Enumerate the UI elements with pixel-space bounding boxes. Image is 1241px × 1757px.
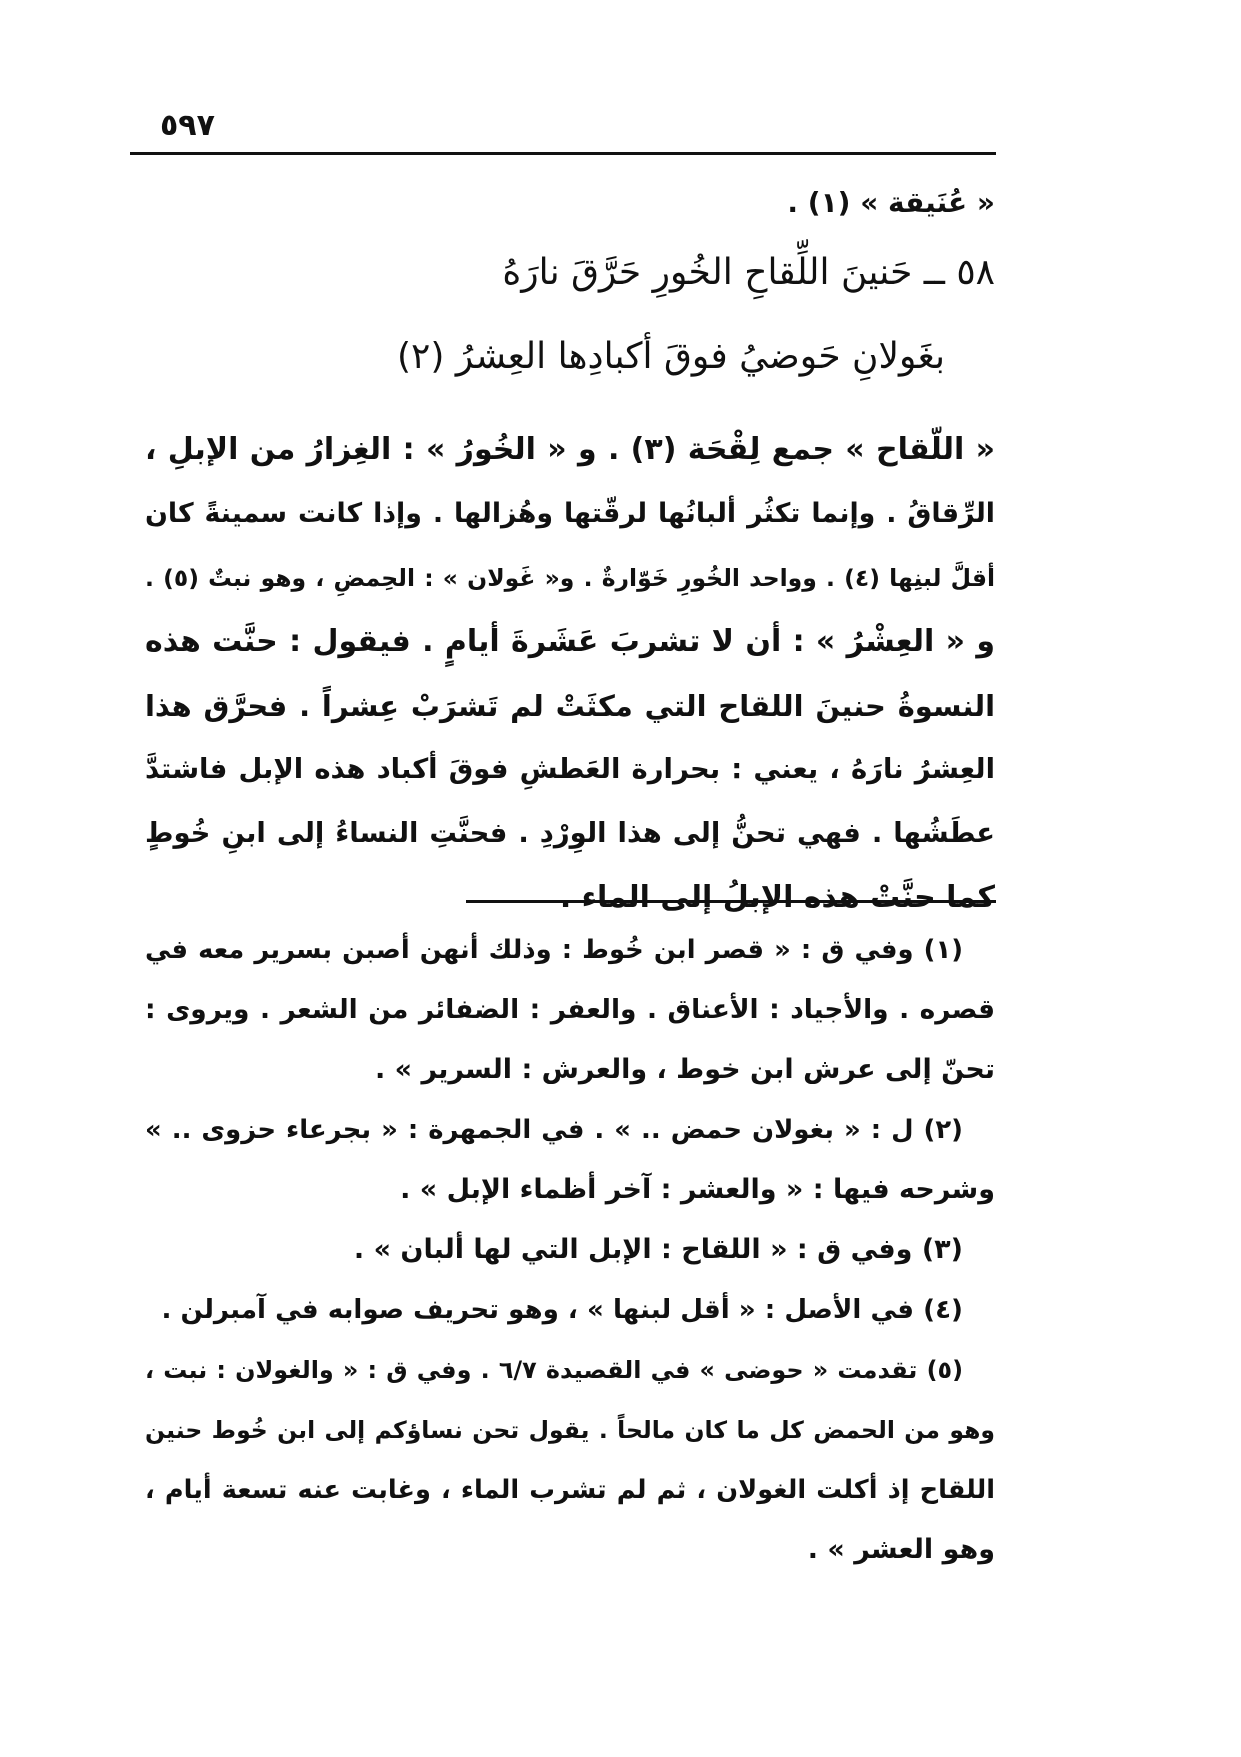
commentary-line: الرِّقاقُ . وإنما تكثُر ألبانُها لرقّتها وهُزالها . وإذا كانت سمينةً كان: [145, 498, 995, 529]
footnote-line: (٢) ل : « بغولان حمض .. » . في الجمهرة : « بجرعاء حزوى .. »: [145, 1115, 963, 1145]
commentary-line: و « العِشْرُ » : أن لا تشربَ عَشَرةَ أيامٍ . فيقول : حنَّت هذه: [145, 624, 995, 659]
footnote-line: وهو من الحمض كل ما كان مالحاً . يقول تحن نساؤكم إلى ابن خُوط حنين: [145, 1416, 995, 1444]
carryover-line: « عُنَيقة » (١) .: [787, 186, 995, 219]
commentary-line: النسوةُ حنينَ اللقاح التي مكثَتْ لم تَشرَبْ عِشراً . فحرَّق هذا: [145, 689, 995, 723]
commentary-line: كما حنَّتْ هذه الإبلُ إلى الماء .: [559, 880, 995, 915]
footnote-line: وشرحه فيها : « والعشر : آخر أظماء الإبل » .: [400, 1174, 995, 1205]
footnote-line: اللقاح إذ أكلت الغولان ، ثم لم تشرب الماء ، وغابت عنه تسعة أيام ،: [145, 1475, 995, 1505]
commentary-line: « اللّقاح » جمع لِقْحَة (٣) . و « الخُورُ » : الغِزارُ من الإبلِ ،: [145, 432, 995, 467]
footnotes-block: [145, 920, 995, 1580]
commentary-line: أقلَّ لبنِها (٤) . وواحد الخُورِ خَوّارةٌ . و« غَولان » : الحِمضِ ، وهو نبتٌ (٥) .: [145, 564, 995, 592]
footnote-rule: [466, 900, 996, 903]
commentary-line: عطَشُها . فهي تحنُّ إلى هذا الوِرْدِ . فحنَّتِ النساءُ إلى ابنِ خُوطٍ: [145, 818, 995, 849]
verse-line-2: بغَولانِ حَوضيُ فوقَ أكبادِها العِشرُ (٢): [396, 336, 945, 377]
header-rule: [130, 152, 996, 155]
footnote-line: (٣) وفي ق : « اللقاح : الإبل التي لها ألبان » .: [353, 1234, 963, 1265]
verse-line-1: ٥٨ ــ حَنينَ اللِّقاحِ الخُورِ حَرَّقَ نارَهُ: [502, 252, 995, 293]
footnote-line: (٥) تقدمت « حوضى » في القصيدة ٦/٧ . وفي ق : « والغولان : نبت ،: [145, 1356, 963, 1384]
footnote-line: وهو العشر » .: [807, 1534, 995, 1565]
footnote-line: قصره . والأجياد : الأعناق . والعفر : الضفائر من الشعر . ويروى :: [145, 994, 995, 1025]
footnote-line: تحنّ إلى عرش ابن خوط ، والعرش : السرير » .: [374, 1054, 995, 1085]
page-number: ٥٩٧: [160, 108, 215, 143]
footnote-line: (١) وفي ق : « قصر ابن خُوط : وذلك أنهن أصبن بسرير معه في: [145, 935, 963, 965]
commentary-line: العِشرُ نارَهُ ، يعني : بحرارة العَطشِ فوقَ أكباد هذه الإبل فاشتدَّ: [145, 754, 995, 785]
commentary-block: [145, 418, 995, 930]
footnote-line: (٤) في الأصل : « أقل لبنها » ، وهو تحريف صوابه في آمبرلن .: [161, 1295, 963, 1325]
